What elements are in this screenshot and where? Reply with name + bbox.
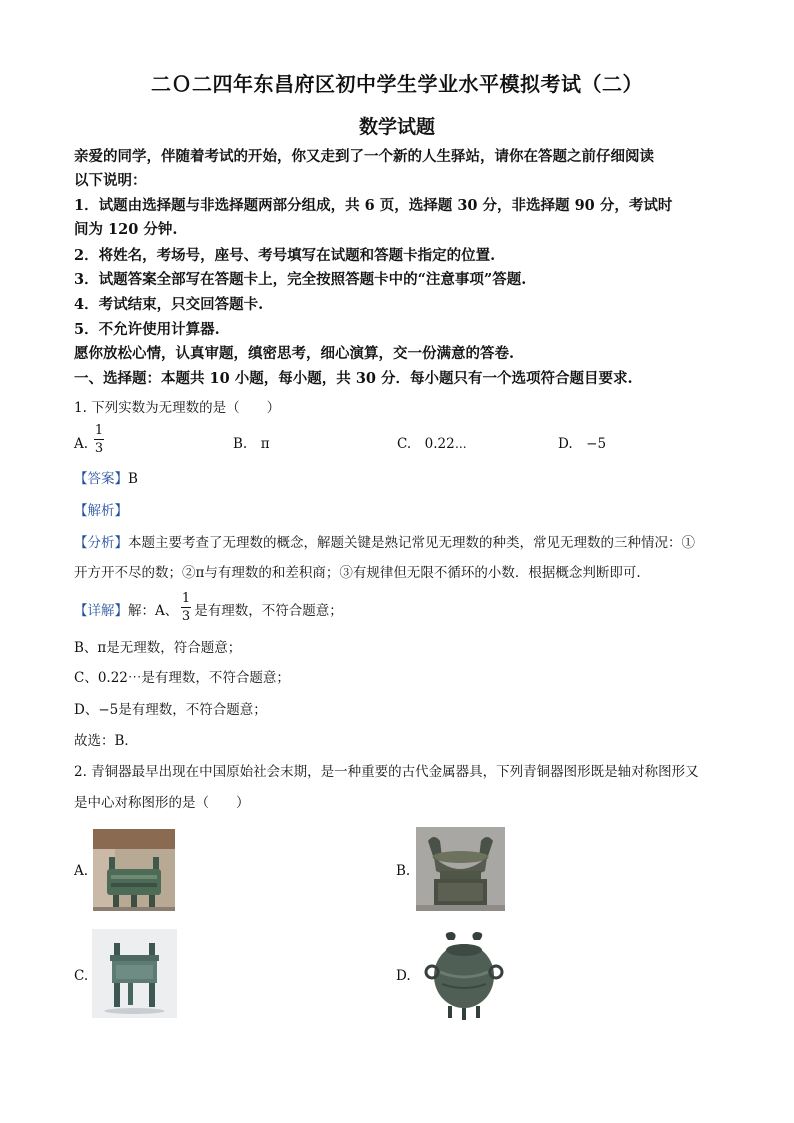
answer-value: B — [128, 471, 138, 487]
fenxi-tag: 【分析】 — [74, 535, 128, 551]
q1-option-c: C. 0.22⋯ — [397, 436, 467, 452]
q1-jiexi — [74, 501, 128, 521]
instruction-3: 3．试题答案全部写在答题卡上，完全按照答题卡中的“注意事项”答题. — [74, 271, 527, 288]
q2-option-c-label: C. — [74, 968, 89, 984]
bronze-ding-icon — [93, 829, 175, 911]
section-heading: 一、选择题：本题共 10 小题，每小题，共 30 分．每小题只有一个选项符合题目要求. — [74, 370, 633, 387]
intro-line-1: 亲爱的同学，伴随着考试的开始，你又走到了一个新的人生驿站，请你在答题之前仔细阅读 — [74, 148, 654, 165]
q2-option-b-bronze-image — [416, 827, 505, 911]
fraction-bar — [94, 439, 104, 440]
instruction-1a: 1．试题由选择题与非选择题两部分组成，共 6 页，选择题 30 分，非选择题 90 分，考试时 — [74, 197, 673, 214]
q1-fenxi-line-2: 开方开不尽的数；②π与有理数的和差积商；③有规律但无限不循环的小数．根据概念判断即可. — [74, 565, 641, 581]
q1-answer — [74, 469, 138, 489]
q1-line-b: B、π是无理数，符合题意； — [74, 640, 242, 656]
fraction-numerator: 1 — [181, 591, 191, 606]
fraction-denominator: 3 — [181, 609, 191, 624]
q2-option-a-bronze-image — [93, 829, 175, 911]
answer-tag: 【答案】 — [74, 471, 128, 487]
fraction-numerator: 1 — [94, 423, 104, 438]
bronze-gui-icon — [416, 827, 505, 911]
exam-title: 二Ｏ二四年东昌府区初中学生学业水平模拟考试（二） — [151, 72, 643, 96]
instruction-5: 5．不允许使用计算器. — [74, 321, 220, 338]
q2-option-d-bronze-image — [418, 928, 510, 1020]
q2-option-c-bronze-image — [92, 929, 177, 1018]
exam-subject: 数学试题 — [358, 116, 435, 138]
q1-fenxi-line-1 — [74, 533, 695, 553]
q2-stem-1: 2. 青铜器最早出现在中国原始社会末期，是一种重要的古代金属器具，下列青铜器图形既是轴对称图形又 — [74, 764, 699, 780]
q1-conclusion: 故选：B． — [74, 733, 138, 749]
instruction-1b: 间为 120 分钟. — [74, 221, 178, 238]
fraction-bar — [181, 607, 191, 608]
instruction-4: 4．考试结束，只交回答题卡. — [74, 296, 264, 313]
q2-option-d-label: D. — [396, 968, 411, 984]
bronze-square-ding-icon — [92, 929, 177, 1018]
q1-option-a-label: A. — [74, 436, 89, 452]
intro-line-2: 以下说明： — [74, 172, 147, 189]
xiangjie-tag: 【详解】 — [74, 603, 128, 619]
wish-line: 愿你放松心情，认真审题，缜密思考，细心演算，交一份满意的答卷. — [74, 345, 515, 362]
q2-option-a-label: A. — [74, 863, 89, 879]
q1-xiangjie — [74, 601, 343, 621]
xiangjie-suffix: 是有理数，不符合题意； — [194, 603, 343, 619]
xiangjie-prefix: 解：A、 — [128, 603, 179, 619]
q2-option-b-label: B. — [396, 863, 411, 879]
q1-line-d: D、−5是有理数，不符合题意； — [74, 702, 267, 718]
q1-option-b: B. π — [233, 436, 270, 452]
xiangjie-fraction — [181, 591, 191, 624]
analysis-tag: 【解析】 — [74, 503, 128, 519]
fenxi-text-1: 本题主要考查了无理数的概念，解题关键是熟记常见无理数的种类，常见无理数的三种情况：① — [128, 535, 695, 551]
instruction-2: 2．将姓名，考场号，座号、考号填写在试题和答题卡指定的位置. — [74, 247, 496, 264]
q2-stem-2: 是中心对称图形的是（ ） — [74, 795, 250, 811]
q1-line-c: C、0.22⋯是有理数，不符合题意； — [74, 670, 290, 686]
bronze-dui-icon — [418, 928, 510, 1020]
q1-option-d: D. −5 — [558, 436, 607, 452]
q1-option-a-fraction — [94, 423, 104, 456]
q1-stem: 1. 下列实数为无理数的是（ ） — [74, 400, 281, 416]
fraction-denominator: 3 — [94, 441, 104, 456]
